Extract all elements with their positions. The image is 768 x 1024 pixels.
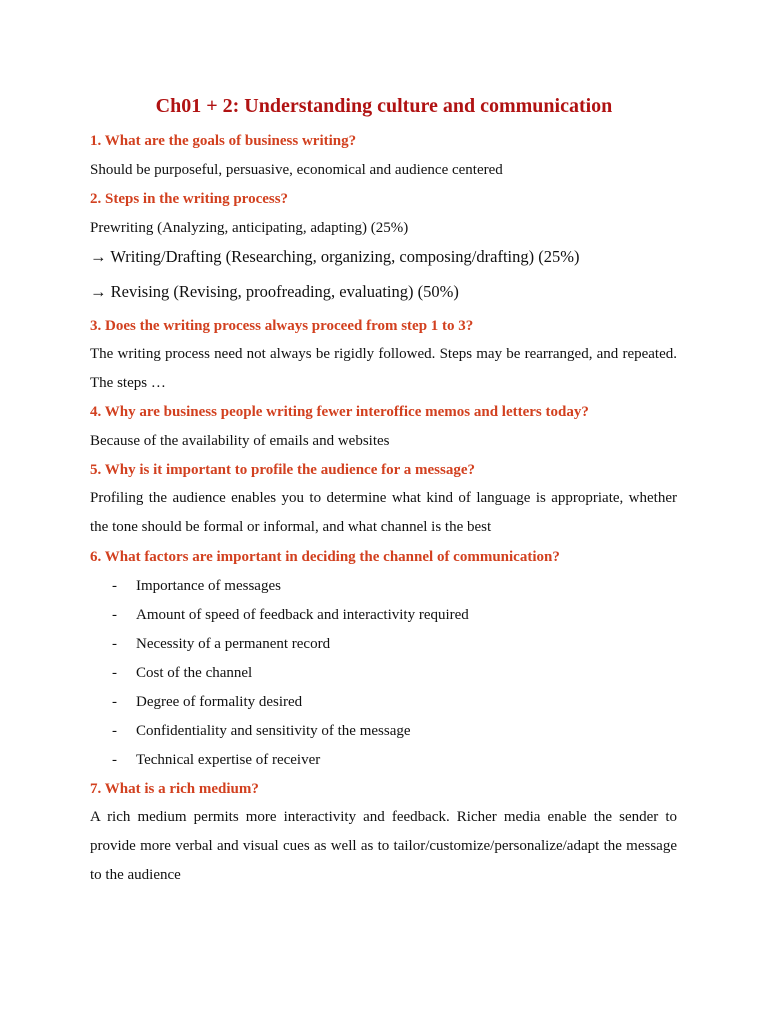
list-item: [112, 634, 330, 654]
question-6: 6. What factors are important in deciding the channel of communication?: [90, 549, 560, 565]
bullet-dash: -: [112, 665, 117, 681]
list-item: [112, 605, 469, 625]
bullet-dash: -: [112, 752, 117, 768]
list-item: [112, 576, 281, 596]
writing-step-drafting: → Writing/Drafting (Researching, organizing, composing/drafting) (25%): [90, 247, 580, 266]
page-title: Ch01 + 2: Understanding culture and communication: [155, 95, 613, 117]
list-item: [112, 663, 252, 683]
list-item-text: Confidentiality and sensitivity of the message: [136, 723, 411, 739]
writing-step-prewriting: Prewriting (Analyzing, anticipating, adapting) (25%): [90, 220, 409, 236]
list-item-text: Importance of messages: [136, 578, 281, 594]
question-3: 3. Does the writing process always proceed from step 1 to 3?: [90, 318, 474, 334]
answer-7: A rich medium permits more interactivity and feedback. Richer media enable the sender to provide more verbal and visual cues as well as to tailor/customize/personalize/adapt the message to the audience: [90, 809, 677, 883]
list-item: [112, 692, 302, 712]
bullet-dash: -: [112, 636, 117, 652]
list-item-text: Necessity of a permanent record: [136, 636, 331, 652]
answer-4: Because of the availability of emails and websites: [90, 433, 390, 449]
list-item-text: Degree of formality desired: [136, 694, 303, 710]
question-4: 4. Why are business people writing fewer interoffice memos and letters today?: [90, 404, 589, 420]
list-item-text: Technical expertise of receiver: [136, 752, 321, 768]
answer-1: Should be purposeful, persuasive, economical and audience centered: [90, 162, 503, 178]
list-item-text: Cost of the channel: [136, 665, 253, 681]
writing-step-revising: → Revising (Revising, proofreading, evaluating) (50%): [90, 282, 459, 301]
question-7: 7. What is a rich medium?: [90, 781, 259, 797]
bullet-dash: -: [112, 694, 117, 710]
bullet-dash: -: [112, 578, 117, 594]
question-2: 2. Steps in the writing process?: [90, 191, 289, 207]
question-5: 5. Why is it important to profile the audience for a message?: [90, 462, 475, 478]
list-item: [112, 721, 411, 741]
answer-3: The writing process need not always be rigidly followed. Steps may be rearranged, and repeated. The steps …: [90, 346, 677, 391]
answer-5: Profiling the audience enables you to determine what kind of language is appropriate, whether the tone should be formal or informal, and what channel is the best: [90, 490, 677, 535]
bullet-dash: -: [112, 723, 117, 739]
bullet-dash: -: [112, 607, 117, 623]
question-1: 1. What are the goals of business writing?: [90, 133, 357, 149]
list-item: [112, 750, 320, 770]
list-item-text: Amount of speed of feedback and interactivity required: [136, 607, 469, 623]
